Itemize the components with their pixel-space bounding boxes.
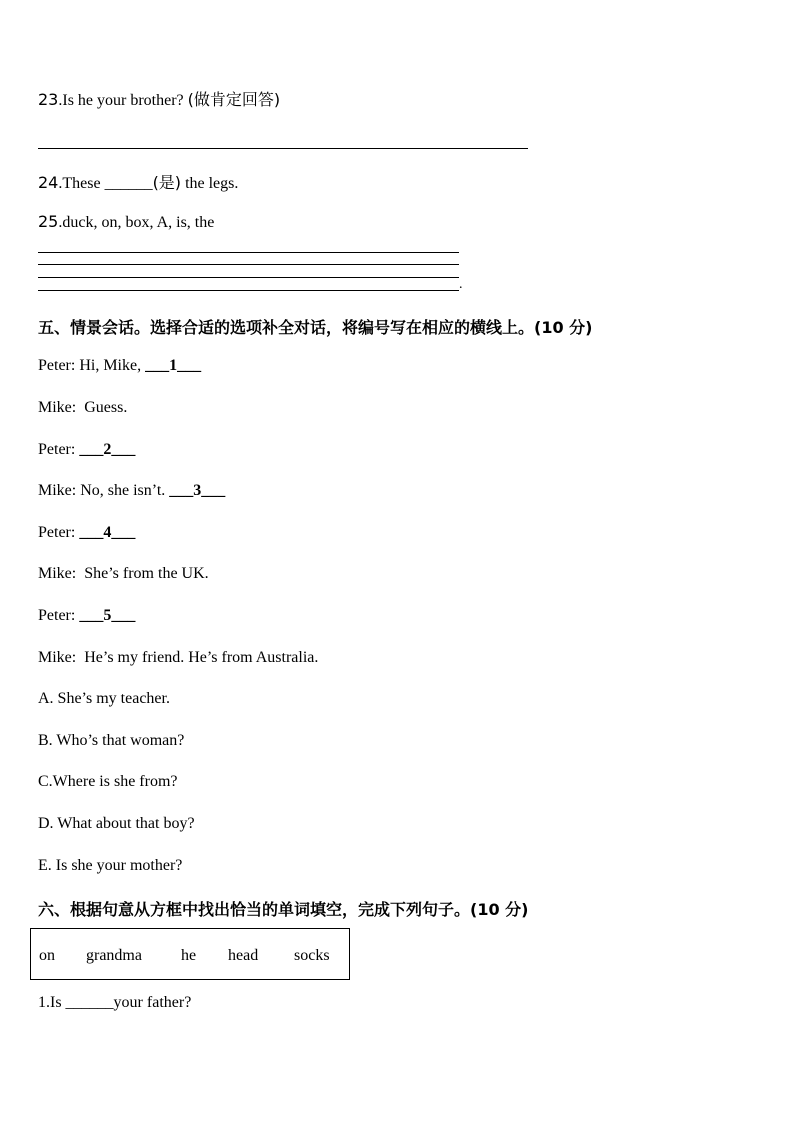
- speaker: Mike:: [38, 565, 77, 582]
- question-text: .Is he your brother?: [58, 92, 188, 109]
- question-hint: (做肯定回答): [187, 90, 281, 109]
- speaker: Peter:: [38, 357, 76, 374]
- option-a: A. She’s my teacher.: [38, 690, 170, 707]
- speaker: Mike:: [38, 399, 77, 416]
- option-b: B. Who’s that woman?: [38, 732, 185, 749]
- question-text-before: .These: [58, 175, 105, 192]
- answer-line[interactable]: [38, 277, 459, 278]
- answer-blank[interactable]: ___4___: [79, 524, 136, 541]
- dialog-line: [38, 399, 127, 417]
- question-number: 24: [38, 173, 59, 192]
- answer-line[interactable]: [38, 290, 459, 291]
- option-c: C.Where is she from?: [38, 773, 178, 790]
- word-box-item: on: [39, 947, 55, 964]
- dialog-line: [38, 649, 318, 667]
- section-5-title: 五、情景会话。选择合适的选项补全对话，将编号写在相应的横线上。(10 分): [38, 318, 593, 337]
- word-box-item: head: [228, 947, 259, 964]
- dialog-line: [38, 357, 201, 375]
- question-number: 25: [38, 212, 59, 231]
- dialog-text: Hi, Mike,: [75, 357, 146, 374]
- dialog-text: Guess.: [76, 399, 128, 416]
- word-box-item: he: [181, 947, 197, 964]
- dialog-line: [38, 482, 225, 500]
- question-hint: (是): [152, 173, 182, 192]
- question-text-after: the legs.: [181, 175, 239, 192]
- speaker: Mike:: [38, 482, 77, 499]
- speaker: Peter:: [38, 524, 76, 541]
- word-box-item: socks: [294, 947, 330, 964]
- answer-line[interactable]: [38, 252, 459, 253]
- word-box-item: grandma: [86, 947, 142, 964]
- question-text: .duck, on, box, A, is, the: [58, 214, 215, 231]
- section-6-title: 六、根据句意从方框中找出恰当的单词填空，完成下列句子。(10 分): [38, 900, 529, 919]
- question-number: 23: [38, 90, 59, 109]
- question-25: [38, 212, 214, 232]
- dialog-line: [38, 607, 135, 625]
- question-23: [38, 87, 280, 110]
- answer-blank[interactable]: ___1___: [145, 357, 202, 374]
- final-period: .: [459, 277, 463, 292]
- answer-line[interactable]: [38, 148, 528, 149]
- answer-blank[interactable]: ___3___: [169, 482, 226, 499]
- dialog-line: [38, 524, 135, 542]
- dialog-text: No, she isn’t.: [76, 482, 170, 499]
- option-e: E. Is she your mother?: [38, 857, 183, 874]
- section-6-question-1: 1.Is ______your father?: [38, 994, 192, 1011]
- answer-line[interactable]: [38, 264, 459, 265]
- speaker: Peter:: [38, 441, 76, 458]
- answer-blank[interactable]: ___5___: [79, 607, 136, 624]
- dialog-line: [38, 441, 135, 459]
- word-box: [30, 928, 350, 980]
- dialog-text: He’s my friend. He’s from Australia.: [76, 649, 319, 666]
- question-24: [38, 170, 238, 193]
- dialog-text: She’s from the UK.: [76, 565, 209, 582]
- speaker: Peter:: [38, 607, 76, 624]
- speaker: Mike:: [38, 649, 77, 666]
- dialog-line: [38, 565, 209, 583]
- answer-blank[interactable]: ___2___: [79, 441, 136, 458]
- blank[interactable]: ______: [104, 175, 153, 192]
- option-d: D. What about that boy?: [38, 815, 195, 832]
